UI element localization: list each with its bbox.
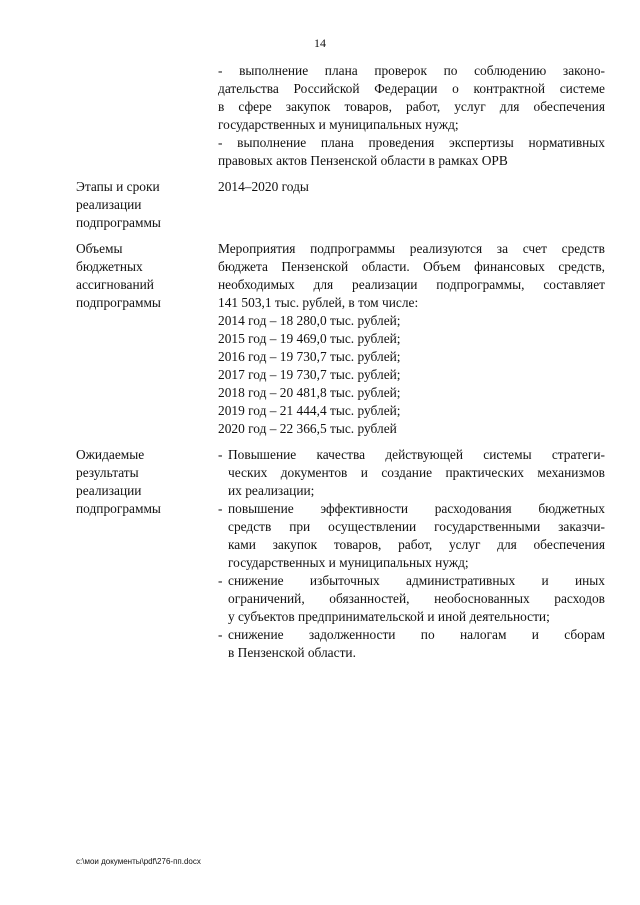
page-number: 14 bbox=[314, 36, 326, 50]
budget-label: Объемы бюджетных ассигнований подпрограммы bbox=[76, 241, 161, 310]
text-line: Мероприятия подпрограммы реализуются за счет средств bbox=[218, 241, 605, 256]
result-item: - снижение избыточных административных и иных ограничений, обязанностей, необоснованных расходов у субъектов предпринимательской и иной деятельности; bbox=[218, 573, 605, 624]
text-line: дательства Российской Федерации о контрактной системе bbox=[218, 81, 605, 96]
stages-label: Этапы и сроки реализации подпрограммы bbox=[76, 179, 161, 230]
text-line: 141 503,1 тыс. рублей, в том числе: bbox=[218, 295, 419, 310]
result-item: - повышение эффективности расходования бюджетных средств при осуществлении государственными заказчи- ками закупок товаров, работ, услуг для обеспечения государственных и муниципальных нужд; bbox=[218, 501, 605, 570]
stages-value: 2014–2020 годы bbox=[218, 179, 309, 194]
continuation-text bbox=[218, 62, 605, 170]
results-label: Ожидаемые результаты реализации подпрограммы bbox=[76, 447, 161, 516]
results-text bbox=[218, 446, 605, 662]
budget-year-line: 2018 год – 20 481,8 тыс. рублей; bbox=[218, 385, 401, 400]
budget-year-line: 2015 год – 19 469,0 тыс. рублей; bbox=[218, 331, 401, 346]
text-line: необходимых для реализации подпрограммы, составляет bbox=[218, 277, 605, 292]
budget-text bbox=[218, 240, 605, 438]
budget-year-line: 2016 год – 19 730,7 тыс. рублей; bbox=[218, 349, 401, 364]
text-line: бюджета Пензенской области. Объем финансовых средств, bbox=[218, 259, 605, 274]
budget-year-line: 2020 год – 22 366,5 тыс. рублей bbox=[218, 421, 397, 436]
budget-year-line: 2017 год – 19 730,7 тыс. рублей; bbox=[218, 367, 401, 382]
budget-year-line: 2014 год – 18 280,0 тыс. рублей; bbox=[218, 313, 401, 328]
text-line: государственных и муниципальных нужд; bbox=[218, 117, 459, 132]
text-line: правовых актов Пензенской области в рамках ОРВ bbox=[218, 153, 508, 168]
result-item: - снижение задолженности по налогам и сборам в Пензенской области. bbox=[218, 627, 605, 660]
text-line: - выполнение плана проверок по соблюдению законо- bbox=[218, 63, 605, 78]
footer-file-path: c:\мои документы\pdf\276-пп.docx bbox=[76, 857, 201, 866]
text-line: в сфере закупок товаров, работ, услуг для обеспечения bbox=[218, 99, 605, 114]
result-item: - Повышение качества действующей системы стратеги- ческих документов и создание практических механизмов их реализации; bbox=[218, 447, 605, 498]
text-line: - выполнение плана проведения экспертизы нормативных bbox=[218, 135, 605, 150]
budget-year-line: 2019 год – 21 444,4 тыс. рублей; bbox=[218, 403, 401, 418]
